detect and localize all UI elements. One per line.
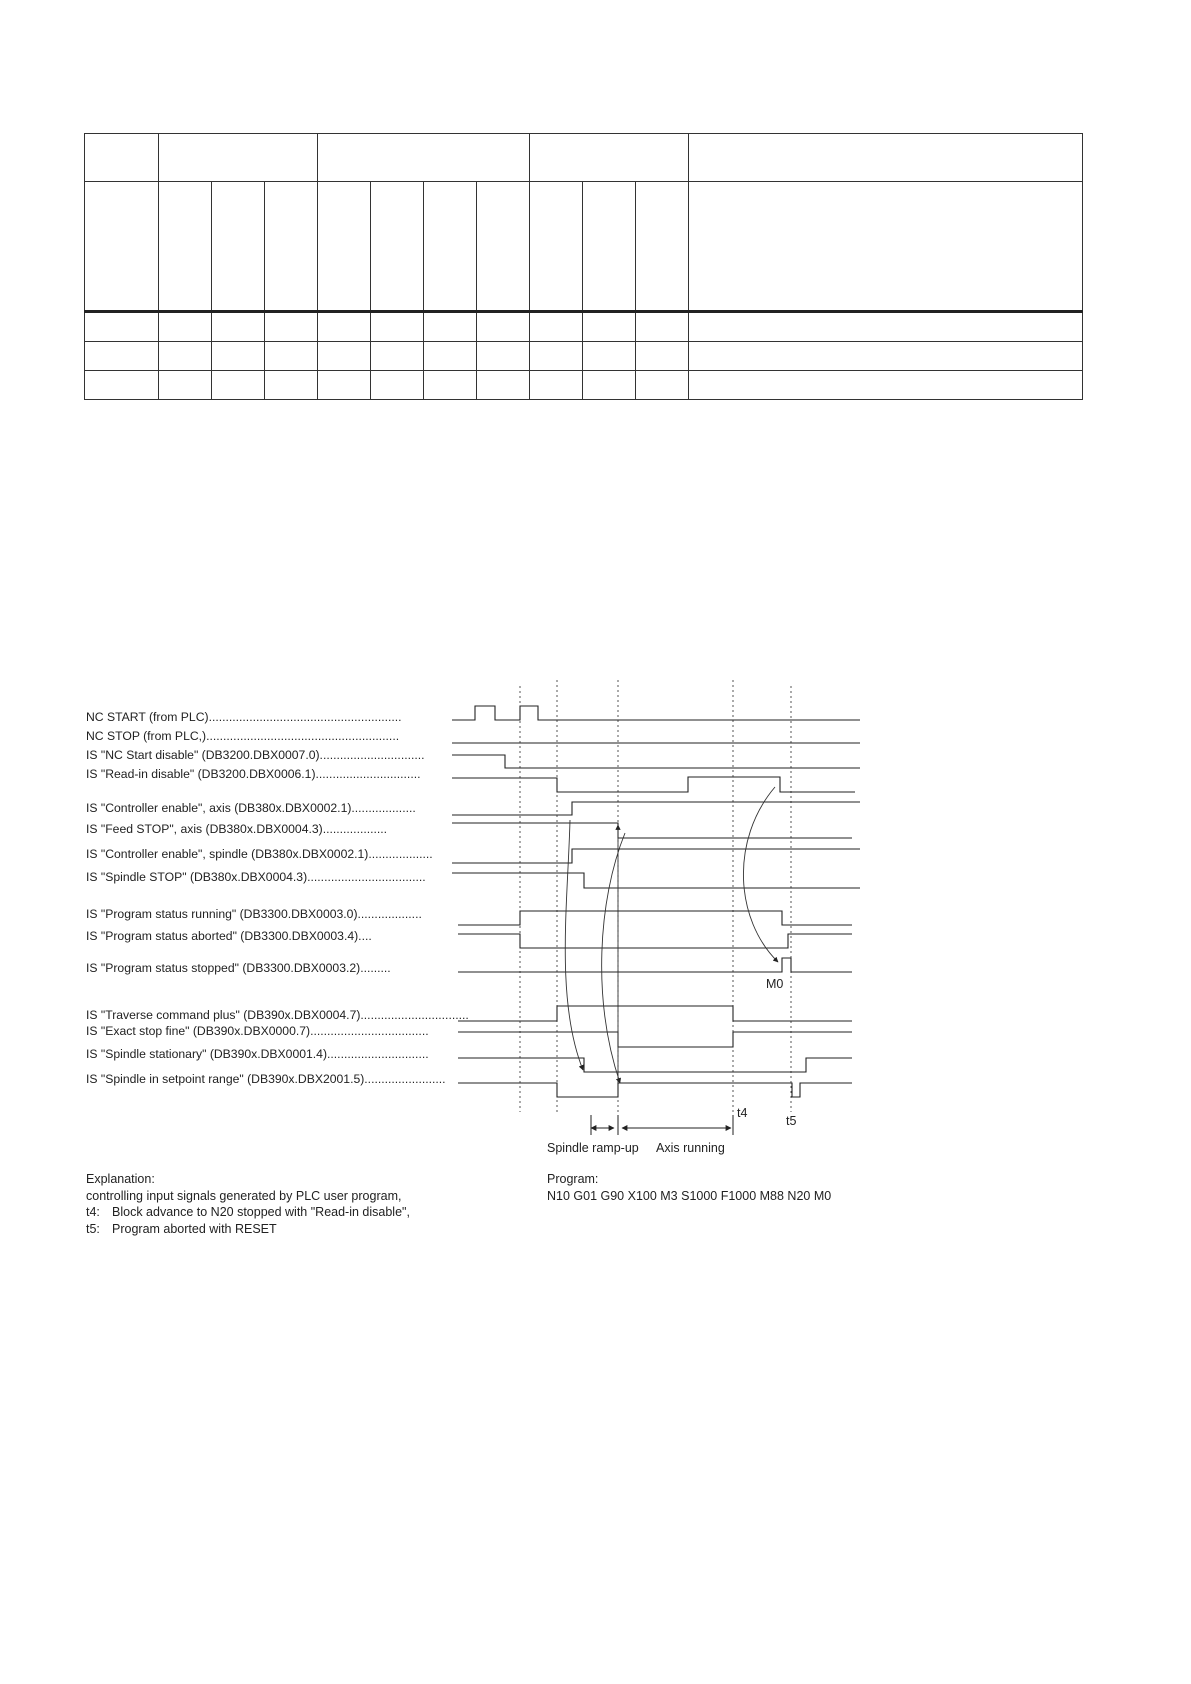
signal-label: IS "Program status aborted" (DB3300.DBX0003.4)....: [86, 929, 372, 943]
explanation-key-t5: t5:: [86, 1222, 100, 1236]
waveform-feed-stop-axis: [452, 823, 852, 838]
table-cell: [212, 182, 265, 312]
program-block: [547, 1172, 831, 1203]
waveform-program-status-aborted: [458, 934, 852, 948]
waveform-spindle-stationary: [458, 1058, 852, 1072]
table-cell: [265, 182, 318, 312]
table-cell: [318, 182, 371, 312]
waveform-program-status-stopped: [458, 958, 852, 972]
phase-axis-running: Axis running: [656, 1141, 725, 1155]
signal-label: IS "Feed STOP", axis (DB380x.DBX0004.3)...................: [86, 822, 388, 836]
table-header-row: [85, 134, 1083, 182]
table-row: [85, 371, 1083, 400]
table-cell: [159, 134, 318, 182]
program-code: N10 G01 G90 X100 M3 S1000 F1000 M88 N20 M0: [547, 1189, 832, 1203]
waveform-spindle-stop: [452, 873, 860, 888]
table-cell: [159, 182, 212, 312]
signal-label: IS "Exact stop fine" (DB390x.DBX0000.7)...................................: [86, 1024, 429, 1038]
explanation-line: controlling input signals generated by PLC user program,: [86, 1189, 402, 1203]
explanation-line: Program aborted with RESET: [112, 1222, 277, 1236]
timing-diagram: [0, 660, 1191, 1260]
table-cell: [85, 182, 159, 312]
signal-label: IS "Read-in disable" (DB3200.DBX0006.1)...............................: [86, 767, 421, 781]
table-row: [85, 342, 1083, 371]
explanation-line: Block advance to N20 stopped with "Read-in disable",: [112, 1205, 410, 1219]
table-cell: [530, 134, 689, 182]
signal-label: IS "Controller enable", axis (DB380x.DBX0002.1)...................: [86, 801, 416, 815]
waveform-controller-enable-axis: [452, 802, 860, 815]
explanation-key-t4: t4:: [86, 1205, 100, 1219]
explanation: [86, 1172, 410, 1236]
signal-label: IS "Spindle in setpoint range" (DB390x.DBX2001.5)........................: [86, 1072, 446, 1086]
table-subheader-row: [85, 182, 1083, 312]
signal-label: NC START (from PLC).........................................................: [86, 710, 402, 724]
causal-arrows: [565, 787, 778, 1083]
signal-table: [84, 133, 1083, 400]
waveform-spindle-in-setpoint-range: [458, 1083, 852, 1097]
program-title: Program:: [547, 1172, 599, 1186]
table-cell: [689, 134, 1083, 182]
marker-t5: t5: [786, 1114, 797, 1128]
signal-label: IS "Traverse command plus" (DB390x.DBX0004.7)................................: [86, 1008, 469, 1022]
table-row: [85, 312, 1083, 342]
signal-label: IS "NC Start disable" (DB3200.DBX0007.0)...............................: [86, 748, 425, 762]
waveform-exact-stop-fine: [458, 1032, 852, 1047]
waveform-controller-enable-spindle: [452, 849, 860, 863]
waveform-read-in-disable: [452, 777, 855, 792]
waveform-traverse-command-plus: [458, 1006, 852, 1021]
signal-label: IS "Spindle STOP" (DB380x.DBX0004.3)...................................: [86, 870, 426, 884]
signal-label: NC STOP (from PLC,).........................................................: [86, 729, 400, 743]
phase-dimensions: [591, 1115, 733, 1135]
signal-labels: [86, 710, 469, 1086]
explanation-title: Explanation:: [86, 1172, 155, 1186]
waveform-nc-start: [452, 706, 860, 720]
table-cell: [85, 134, 159, 182]
table-cell: [689, 182, 1083, 312]
table-cell: [636, 182, 689, 312]
waveform-nc-start-disable: [452, 755, 860, 768]
signal-label: IS "Spindle stationary" (DB390x.DBX0001.4)..............................: [86, 1047, 429, 1061]
table-cell: [477, 182, 530, 312]
table-cell: [371, 182, 424, 312]
waveforms: [452, 706, 860, 1097]
table-cell: [583, 182, 636, 312]
signal-label: IS "Program status running" (DB3300.DBX0003.0)...................: [86, 907, 422, 921]
marker-m0: M0: [766, 977, 784, 991]
table-cell: [530, 182, 583, 312]
table-cell: [318, 134, 530, 182]
signal-label: IS "Program status stopped" (DB3300.DBX0003.2).........: [86, 961, 391, 975]
marker-t4: t4: [737, 1106, 748, 1120]
waveform-program-status-running: [458, 911, 852, 925]
phase-spindle-rampup: Spindle ramp-up: [547, 1141, 639, 1155]
table-cell: [424, 182, 477, 312]
signal-label: IS "Controller enable", spindle (DB380x.DBX0002.1)...................: [86, 847, 433, 861]
